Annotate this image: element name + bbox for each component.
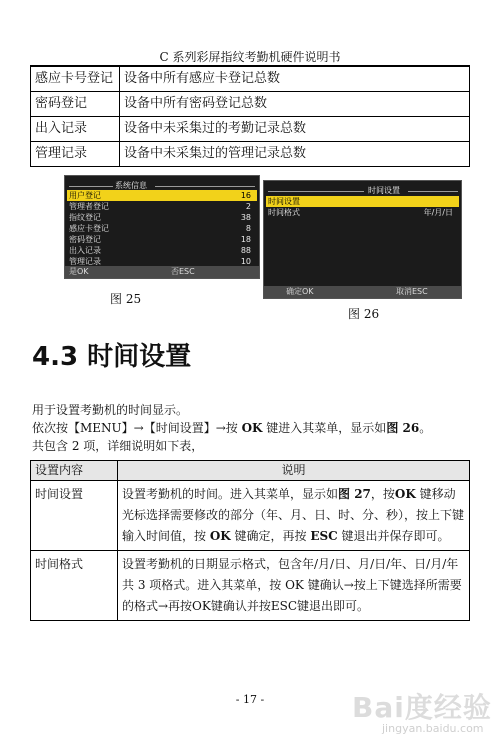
table-cell-name: 时间设置	[31, 481, 118, 551]
watermark-logo: Bai度经验	[352, 691, 492, 724]
menu-item-fingerprint-reg[interactable]: 指纹登记 38	[69, 213, 251, 222]
table-cell-desc: 设置考勤机的时间。进入其菜单，显示如图 27，按OK 键移动光标选择需要修改的部分（年、月、日、时、分、秒），按上下键输入时间值，按 OK 键确定，再按 ESC 键退出并保存即可。	[118, 481, 470, 551]
intro-line-2: 依次按【MENU】→【时间设置】→按 OK 键进入其菜单，显示如图 26。	[32, 421, 432, 435]
esc-button[interactable]: 否ESC	[171, 267, 195, 276]
table-row	[31, 92, 470, 117]
menu-item-user-reg[interactable]: 用户登记 16	[67, 190, 257, 201]
watermark-url: jingyan.baidu.com	[382, 722, 484, 735]
table-cell-desc: 设备中所有感应卡登记总数	[120, 67, 470, 92]
table-cell-name: 时间格式	[31, 551, 118, 621]
table-cell-desc: 设备中所有密码登记总数	[120, 92, 470, 117]
page-number: - 17 -	[235, 693, 265, 706]
summary-table	[30, 66, 470, 167]
table-cell-name: 出入记录	[31, 117, 120, 142]
menu-item-attendance-log[interactable]: 出入记录 88	[69, 246, 251, 255]
table-row	[31, 481, 470, 551]
document-header: C 系列彩屏指纹考勤机硬件说明书	[159, 50, 341, 64]
screen-title: 系统信息	[115, 181, 147, 190]
table-row	[31, 142, 470, 167]
table-row	[31, 67, 470, 92]
table-row	[31, 551, 470, 621]
table-cell-name: 管理记录	[31, 142, 120, 167]
menu-item-card-reg[interactable]: 感应卡登记 8	[69, 224, 251, 233]
menu-item-admin-reg[interactable]: 管理者登记 2	[69, 202, 251, 211]
intro-line-1: 用于设置考勤机的时间显示。	[32, 403, 189, 417]
menu-item-password-reg[interactable]: 密码登记 18	[69, 235, 251, 244]
figure-caption-25: 图 25	[110, 292, 142, 306]
figure-caption-26: 图 26	[348, 307, 380, 321]
table-cell-name: 密码登记	[31, 92, 120, 117]
section-heading: 4.3 时间设置	[32, 342, 192, 372]
settings-table	[30, 460, 470, 621]
intro-line-3: 共包含 2 项，详细说明如下表，	[32, 439, 204, 453]
table-cell-desc: 设备中未采集过的考勤记录总数	[120, 117, 470, 142]
table-header-row	[31, 461, 470, 481]
confirm-ok-button[interactable]: 确定OK	[286, 287, 314, 296]
menu-item-admin-log[interactable]: 管理记录 10	[69, 257, 251, 266]
device-screen-system-info	[64, 175, 260, 279]
screen-title: 时间设置	[368, 186, 400, 195]
column-header-desc: 说明	[118, 461, 470, 481]
menu-item-time-format[interactable]: 时间格式 年/月/日	[268, 208, 453, 217]
column-header-item: 设置内容	[31, 461, 118, 481]
ok-button[interactable]: 是OK	[69, 267, 89, 276]
screen-footer	[65, 266, 259, 278]
cancel-esc-button[interactable]: 取消ESC	[396, 287, 428, 296]
screen-footer	[264, 286, 461, 298]
menu-item-time-setting[interactable]: 时间设置	[266, 196, 459, 207]
table-cell-name: 感应卡号登记	[31, 67, 120, 92]
table-cell-desc: 设备中未采集过的管理记录总数	[120, 142, 470, 167]
table-row	[31, 117, 470, 142]
device-screen-time-settings	[263, 180, 462, 299]
table-cell-desc: 设置考勤机的日期显示格式，包含年/月/日、月/日/年、日/月/年共 3 项格式。进入其菜单，按 OK 键确认→按上下键选择所需要的格式→再按OK键确认并按ESC键退出即可。	[118, 551, 470, 621]
